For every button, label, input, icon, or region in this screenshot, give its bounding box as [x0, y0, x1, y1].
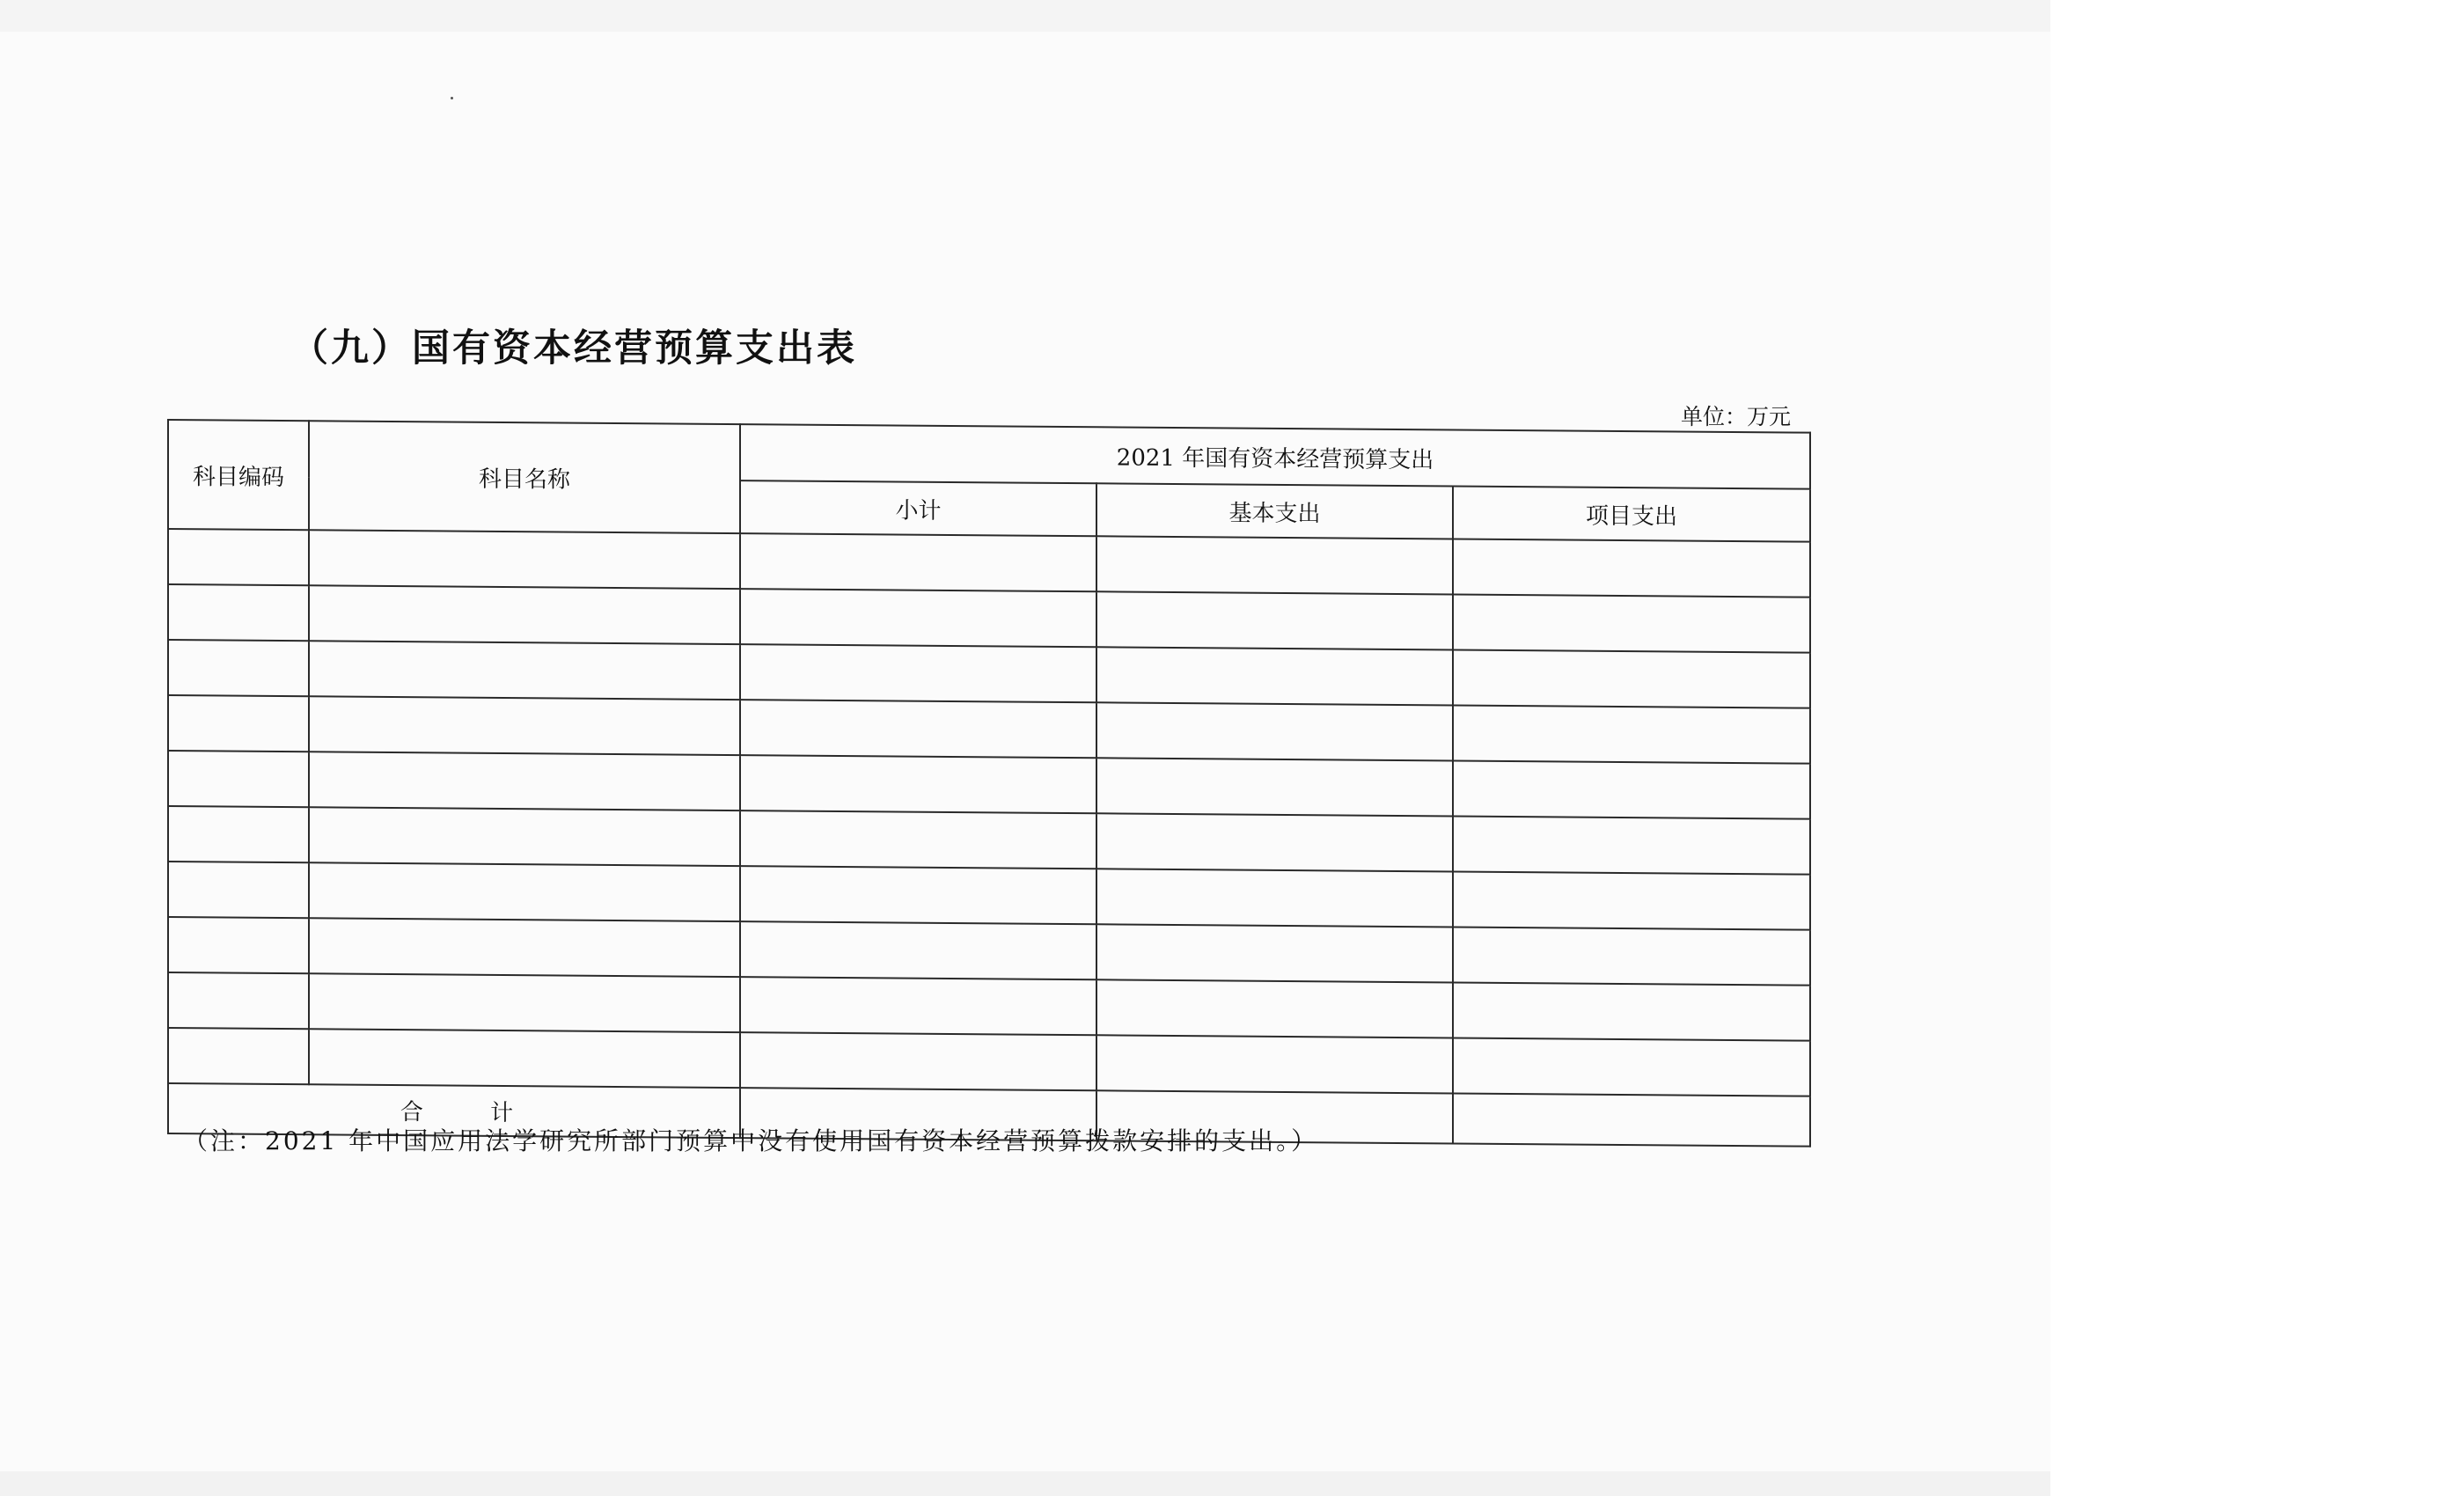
cell-name	[309, 585, 740, 644]
cell-basic	[1096, 869, 1453, 927]
cell-subtotal	[740, 1032, 1096, 1090]
header-project: 项目支出	[1453, 486, 1810, 541]
cell-code	[168, 751, 309, 807]
cell-name	[309, 530, 740, 589]
cell-code	[168, 972, 309, 1029]
cell-subtotal	[740, 644, 1096, 702]
scan-speck	[451, 97, 453, 99]
cell-code	[168, 640, 309, 696]
cell-project	[1453, 594, 1810, 652]
cell-name	[309, 696, 740, 755]
cell-name	[309, 973, 740, 1032]
cell-project	[1453, 982, 1810, 1040]
unit-label: 单位：万元	[1681, 404, 1792, 429]
cell-project	[1453, 649, 1810, 708]
cell-subtotal	[740, 755, 1096, 813]
cell-basic	[1096, 536, 1453, 594]
cell-basic	[1096, 591, 1453, 649]
cell-subtotal	[740, 533, 1096, 591]
cell-name	[309, 752, 740, 810]
cell-subtotal	[740, 810, 1096, 869]
cell-code	[168, 862, 309, 918]
header-row	[168, 420, 1810, 489]
cell-name	[309, 862, 740, 921]
cell-name	[309, 918, 740, 977]
cell-subtotal	[740, 921, 1096, 979]
cell-basic	[1096, 979, 1453, 1038]
cell-project	[1453, 927, 1810, 985]
cell-code	[168, 584, 309, 641]
cell-code	[168, 529, 309, 585]
header-code: 科目编码	[168, 420, 309, 530]
cell-subtotal	[740, 700, 1096, 758]
header-basic: 基本支出	[1096, 483, 1453, 539]
cell-code	[168, 1028, 309, 1084]
cell-basic	[1096, 758, 1453, 816]
cell-code	[168, 806, 309, 862]
cell-code	[168, 917, 309, 973]
cell-project	[1453, 760, 1810, 818]
scan-border-top	[0, 0, 2050, 32]
header-group: 2021 年国有资本经营预算支出	[740, 424, 1810, 489]
cell-project	[1453, 705, 1810, 763]
cell-basic	[1096, 924, 1453, 982]
cell-project	[1453, 1038, 1810, 1096]
footnote: （注：2021 年中国应用法学研究所部门预算中没有使用国有资本经营预算拨款安排的支出。）	[183, 1126, 1319, 1155]
cell-basic	[1096, 647, 1453, 705]
header-subtotal: 小计	[740, 480, 1096, 536]
cell-project	[1453, 871, 1810, 929]
scan-border-bottom	[0, 1471, 2050, 1496]
cell-basic	[1096, 702, 1453, 760]
budget-expenditure-table	[167, 419, 1811, 1148]
cell-basic	[1096, 813, 1453, 871]
total-project	[1453, 1093, 1810, 1146]
header-name: 科目名称	[309, 421, 740, 533]
cell-project	[1453, 539, 1810, 597]
cell-code	[168, 695, 309, 752]
cell-project	[1453, 816, 1810, 874]
cell-subtotal	[740, 866, 1096, 924]
cell-name	[309, 1029, 740, 1088]
cell-basic	[1096, 1035, 1453, 1093]
cell-subtotal	[740, 589, 1096, 647]
scan-margin-right	[2050, 0, 2464, 1496]
page-title: （九）国有资本经营预算支出表	[290, 326, 857, 370]
cell-name	[309, 641, 740, 700]
cell-subtotal	[740, 977, 1096, 1035]
total-label: 合 计	[168, 1083, 740, 1138]
cell-name	[309, 807, 740, 866]
